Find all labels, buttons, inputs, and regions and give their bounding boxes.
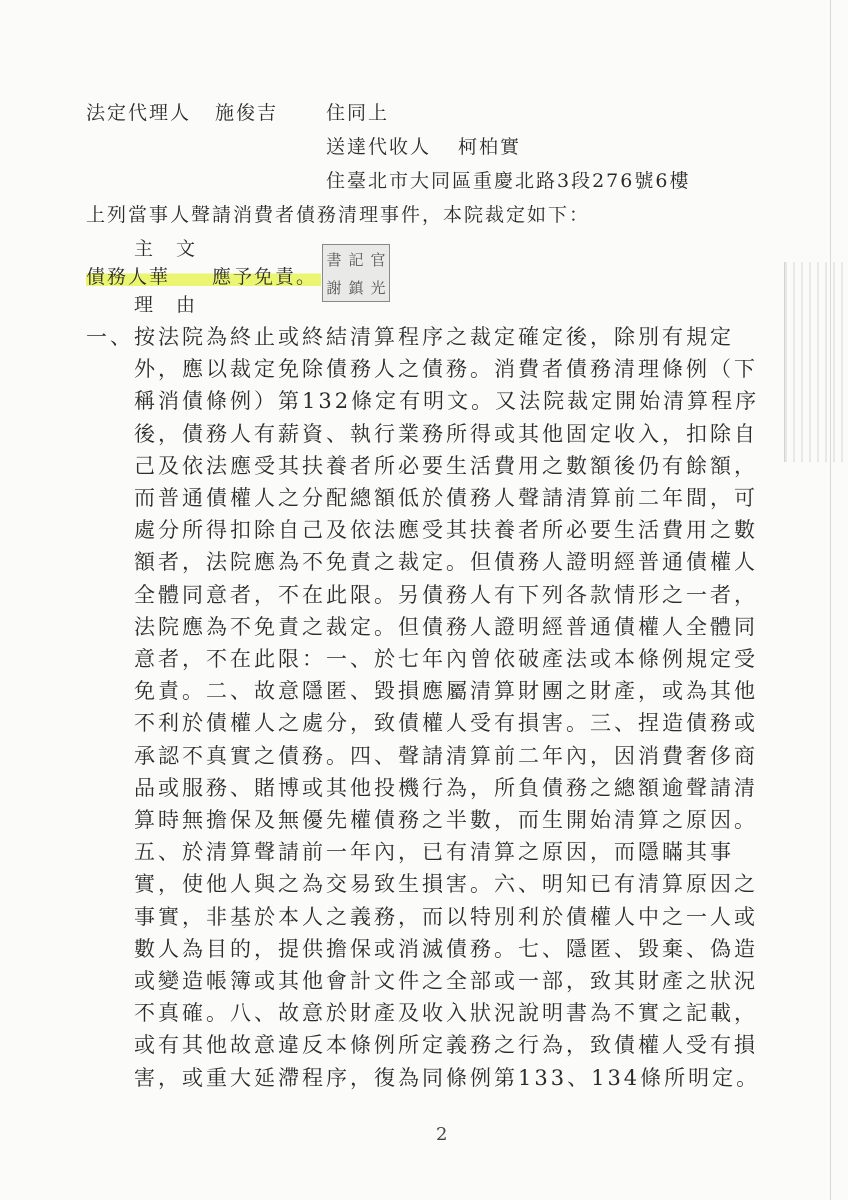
- body-line: 意者，不在此限：一、於七年內曾依破產法或本條例規定受: [134, 647, 758, 671]
- seal-char: 鎮: [348, 278, 364, 297]
- body-line: 或變造帳簿或其他會計文件之全部或一部，致其財產之狀況: [134, 969, 758, 993]
- clerk-seal: [322, 244, 390, 302]
- body-line: 不真確。八、故意於財產及收入狀況說明書為不實之記載，: [134, 1001, 758, 1025]
- ruling-text: 債務人華 應予免責。: [86, 266, 321, 288]
- body-line: 處分所得扣除自己及依法應受其扶養者所必要生活費用之數: [134, 518, 758, 542]
- agent-name: 柯柏實: [458, 136, 522, 158]
- seal-char: 謝: [326, 278, 342, 297]
- body-line: 免責。二、故意隱匿、毀損應屬清算財團之財產，或為其他: [134, 679, 758, 703]
- agent-address: 住臺北市大同區重慶北路3段276號6樓: [326, 170, 691, 192]
- page-edge-line: [830, 0, 831, 1200]
- body-line: 不利於債權人之處分，致債權人受有損害。三、捏造債務或: [134, 711, 758, 735]
- page-number: 2: [436, 1124, 448, 1145]
- body-line: 外，應以裁定免除債務人之債務。消費者債務清理條例（下: [134, 357, 758, 381]
- reason-heading: 理 由: [134, 294, 198, 316]
- margin-stamp: [784, 262, 848, 462]
- body-line: 五、於清算聲請前一年內，已有清算之原因，而隱瞞其事: [134, 840, 734, 864]
- body-line: 己及依法應受其扶養者所必要生活費用之數額後仍有餘額，: [134, 454, 758, 478]
- body-line: 實，使他人與之為交易致生損害。六、明知已有清算原因之: [134, 872, 758, 896]
- body-line: 稱消債條例）第132條定有明文。又法院裁定開始清算程序: [134, 389, 760, 413]
- ruling-line: [86, 262, 321, 292]
- address-same: 住同上: [326, 102, 390, 124]
- body-line: 而普通債權人之分配總額低於債務人聲請清算前二年間，可: [134, 486, 758, 510]
- body-line: 一、按法院為終止或終結清算程序之裁定確定後，除別有規定: [86, 325, 734, 349]
- body-line: 額者，法院應為不免責之裁定。但債務人證明經普通債權人: [134, 550, 758, 574]
- seal-char: 記: [348, 250, 364, 269]
- intro-line: 上列當事人聲請消費者債務清理事件，本院裁定如下：: [86, 204, 591, 226]
- agent-label: 送達代收人: [326, 136, 432, 158]
- body-line: 品或服務、賭博或其他投機行為，所負債務之總額逾聲請清: [134, 776, 758, 800]
- body-line: 害，或重大延滯程序，復為同條例第133、134條所明定。: [134, 1066, 761, 1090]
- seal-char: 官: [370, 250, 386, 269]
- seal-char: 光: [370, 278, 386, 297]
- body-line: 數人為目的，提供擔保或消滅債務。七、隱匿、毀棄、偽造: [134, 937, 758, 961]
- body-line: 法院應為不免責之裁定。但債務人證明經普通債權人全體同: [134, 615, 758, 639]
- body-line: 算時無擔保及無優先權債務之半數，而生開始清算之原因。: [134, 808, 758, 832]
- body-line: 後，債務人有薪資、執行業務所得或其他固定收入，扣除自: [134, 422, 758, 446]
- body-line: 事實，非基於本人之義務，而以特別利於債權人中之一人或: [134, 905, 758, 929]
- main-heading: 主 文: [134, 238, 198, 260]
- body-line: 全體同意者，不在此限。另債務人有下列各款情形之一者，: [134, 583, 758, 607]
- legal-rep-name: 施俊吉: [215, 102, 279, 124]
- body-line: 承認不真實之債務。四、聲請清算前二年內，因消費奢侈商: [134, 744, 758, 768]
- legal-rep-label: 法定代理人: [86, 102, 192, 124]
- seal-char: 書: [326, 250, 342, 269]
- body-line: 或有其他故意違反本條例所定義務之行為，致債權人受有損: [134, 1033, 758, 1057]
